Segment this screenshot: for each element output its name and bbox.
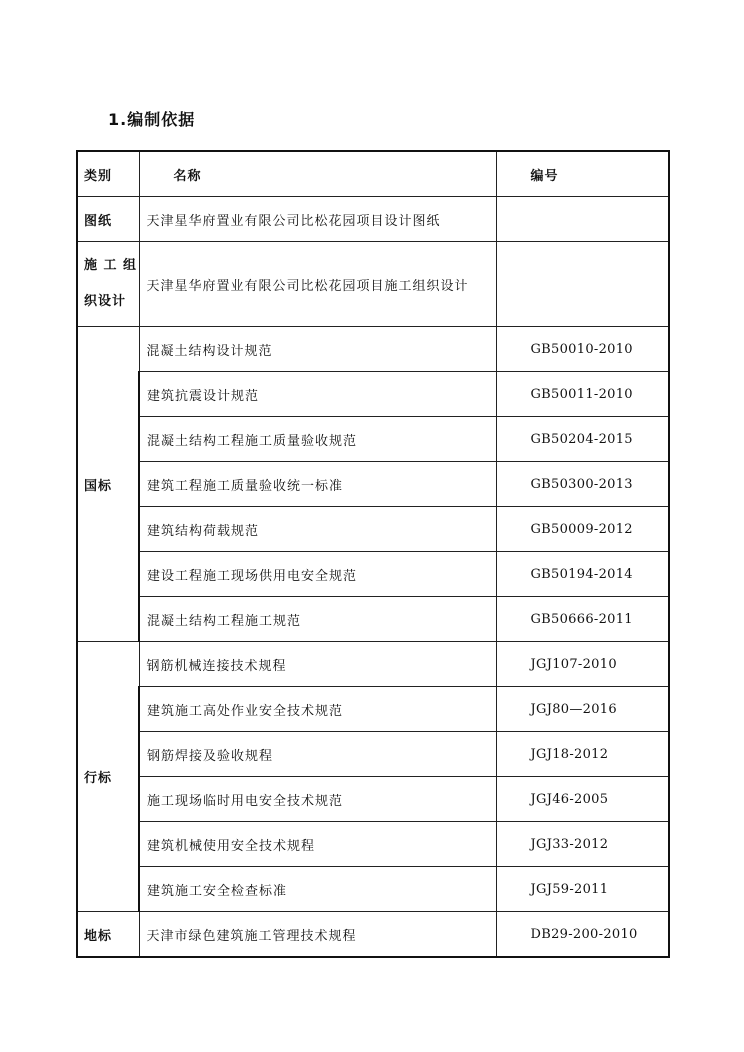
section-heading: 1.编制依据: [108, 110, 196, 129]
table-row: [77, 732, 669, 777]
category-industry: 行标: [77, 642, 139, 912]
table-row: [77, 372, 669, 417]
header-category: 类别: [77, 151, 139, 197]
item-name: 建设工程施工现场供用电安全规范: [139, 552, 496, 597]
table-row: [77, 912, 669, 958]
table-row: [77, 642, 669, 687]
table-row: [77, 777, 669, 822]
item-code: JGJ107-2010: [496, 642, 669, 687]
item-name: 建筑施工高处作业安全技术规范: [139, 687, 496, 732]
item-name: 天津市绿色建筑施工管理技术规程: [139, 912, 496, 958]
item-name: 混凝土结构设计规范: [139, 327, 496, 372]
basis-table: [76, 150, 670, 958]
table-row: [77, 242, 669, 327]
item-code: GB50666-2011: [496, 597, 669, 642]
table-row: [77, 822, 669, 867]
category-org-design: [77, 242, 139, 327]
table-row: [77, 867, 669, 912]
table-row: [77, 507, 669, 552]
category-drawings: 图纸: [77, 197, 139, 242]
item-name: 建筑工程施工质量验收统一标准: [139, 462, 496, 507]
item-code: GB50204-2015: [496, 417, 669, 462]
item-name: 建筑抗震设计规范: [139, 372, 496, 417]
item-name: 天津星华府置业有限公司比松花园项目施工组织设计: [139, 242, 496, 327]
table-row: [77, 687, 669, 732]
item-code: GB50194-2014: [496, 552, 669, 597]
table-row: [77, 197, 669, 242]
header-name: 名称: [139, 151, 496, 197]
table-row: [77, 462, 669, 507]
item-code: [496, 197, 669, 242]
item-code: GB50009-2012: [496, 507, 669, 552]
item-code: GB50010-2010: [496, 327, 669, 372]
item-name: 混凝土结构工程施工质量验收规范: [139, 417, 496, 462]
item-code: JGJ18-2012: [496, 732, 669, 777]
item-code: JGJ59-2011: [496, 867, 669, 912]
header-code: 编号: [496, 151, 669, 197]
table-header-row: [77, 151, 669, 197]
item-name: 钢筋焊接及验收规程: [139, 732, 496, 777]
item-name: 建筑施工安全检查标准: [139, 867, 496, 912]
category-national: 国标: [77, 327, 139, 642]
category-line: 织设计: [84, 294, 127, 309]
item-name: 钢筋机械连接技术规程: [139, 642, 496, 687]
item-name: 建筑机械使用安全技术规程: [139, 822, 496, 867]
item-name: 天津星华府置业有限公司比松花园项目设计图纸: [139, 197, 496, 242]
item-code: DB29-200-2010: [496, 912, 669, 958]
category-local: 地标: [77, 912, 139, 958]
item-code: JGJ80—2016: [496, 687, 669, 732]
table-row: [77, 327, 669, 372]
category-line: 施 工 组: [84, 258, 138, 273]
table-row: [77, 417, 669, 462]
item-code: GB50300-2013: [496, 462, 669, 507]
item-name: 施工现场临时用电安全技术规范: [139, 777, 496, 822]
item-code: GB50011-2010: [496, 372, 669, 417]
table-row: [77, 552, 669, 597]
item-code: [496, 242, 669, 327]
item-name: 建筑结构荷载规范: [139, 507, 496, 552]
table-row: [77, 597, 669, 642]
item-code: JGJ46-2005: [496, 777, 669, 822]
item-name: 混凝土结构工程施工规范: [139, 597, 496, 642]
item-code: JGJ33-2012: [496, 822, 669, 867]
